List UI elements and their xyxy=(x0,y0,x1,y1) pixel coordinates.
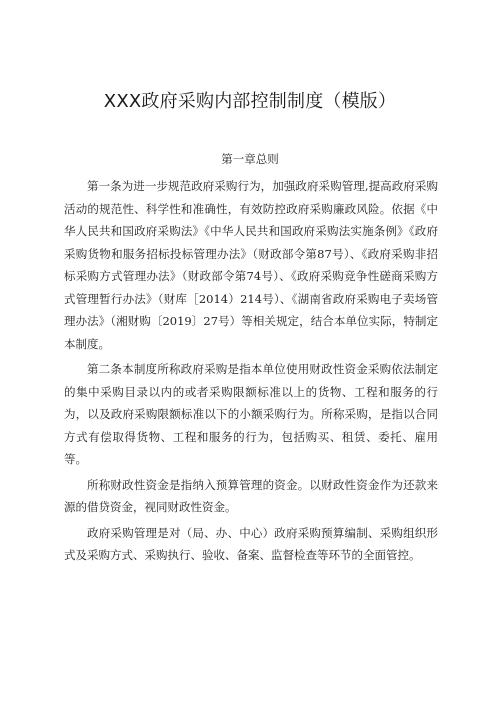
chapter-heading: 第一章总则 xyxy=(221,152,279,166)
fiscal-funds-paragraph: 所称财政性资金是指纳入预算管理的资金。以财政性资金作为还款来源的借贷资金，视同财政性资金。 xyxy=(64,477,438,514)
article-2-paragraph: 第二条本制度所称政府采购是指本单位使用财政性资金采购依法制定的集中采购目录以内的或者采购限额标准以上的货物、工程和服务的行为，以及政府采购限额标准以下的小额采购行为。所称采购，是指以合同方式有偿取得货物、工程和服务的行为，包括购买、租赁、委托、雇用等。 xyxy=(64,362,438,466)
document-body xyxy=(64,175,438,567)
article-1-paragraph: 第一条为进一步规范政府采购行为，加强政府采购管理,提高政府采购活动的规范性、科学性和准确性，有效防控政府采购廉政风险。依据《中华人民共和国政府采购法》《中华人民共和国政府采购法实施条例》《政府采购货物和服务招标投标管理办法》（财政部令第87号）、《政府采购非招标采购方式管理办法》（财政部令第74号）、《政府采购竞争性磋商采购方式管理暂行办法》（财库［2014）214号）、《湖南省政府采购电子卖场管理办法》（湘财购〔2019〕27号）等相关规定，结合本单位实际，特制定本制度。 xyxy=(64,179,438,351)
document-title: XXX政府采购内部控制制度（模版） xyxy=(103,91,397,112)
procurement-management-paragraph: 政府采购管理是对（局、办、中心）政府采购预算编制、采购组织形式及采购方式、采购执行、验收、备案、监督检查等环节的全面管控。 xyxy=(64,525,438,562)
